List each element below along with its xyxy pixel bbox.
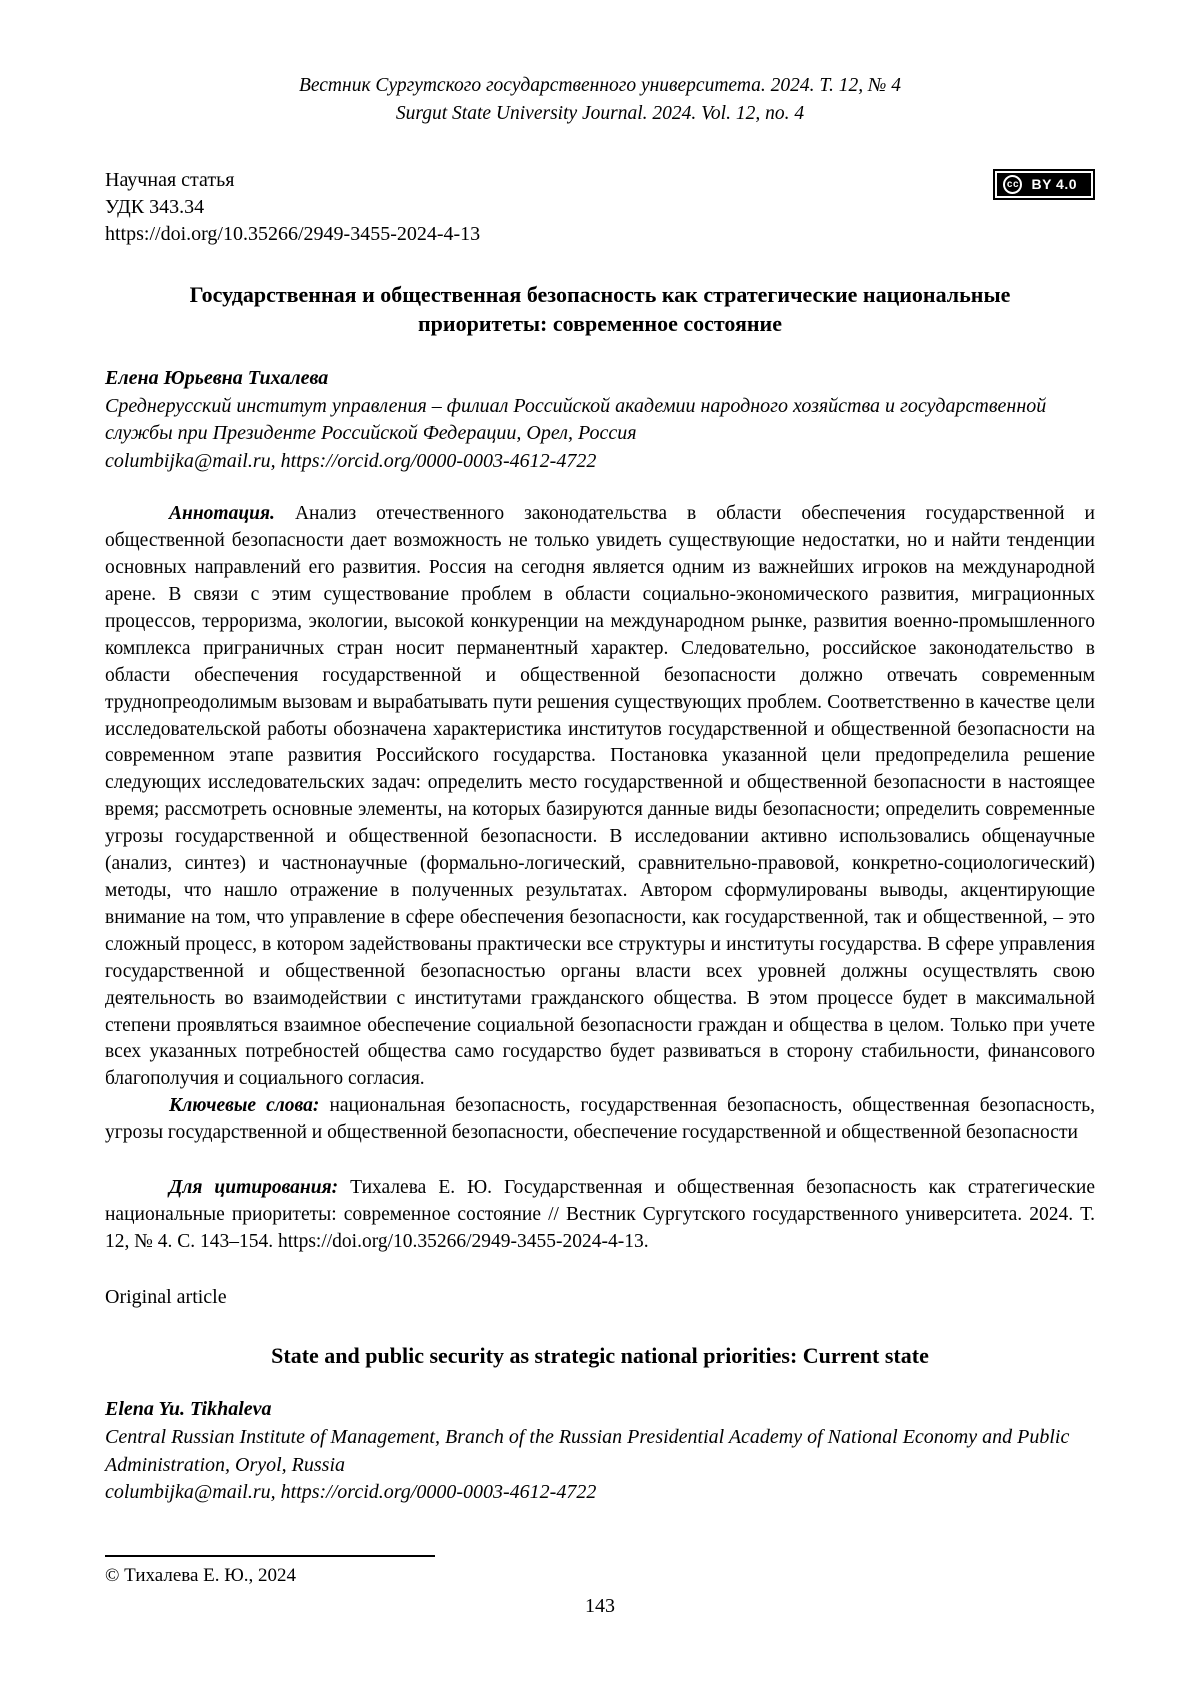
doi-link[interactable]: https://doi.org/10.35266/2949-3455-2024-4-13 — [105, 222, 481, 245]
article-meta-row — [105, 167, 1095, 248]
abstract-paragraph — [105, 501, 1095, 1093]
journal-title-ru: Вестник Сургутского государственного университета. 2024. Т. 12, № 4 — [298, 75, 902, 96]
footnote-divider — [105, 1555, 435, 1557]
citation-text: Тихалева Е. Ю. Государственная и общественная безопасность как стратегические национальные приоритеты: современное состояние // Вестник Сургутского государственного университета. 2024. Т. 12, № 4. С. 143–154. https://doi.org/10.35266/2949-3455-2024-4-13. — [105, 1177, 1095, 1252]
copyright-line: © Тихалева Е. Ю., 2024 — [105, 1564, 297, 1586]
journal-title-en: Surgut State University Journal. 2024. Vol. 12, no. 4 — [395, 103, 805, 125]
author-block-en — [105, 1396, 1095, 1506]
author-name-ru: Елена Юрьевна Тихалева — [105, 366, 329, 389]
journal-header — [105, 72, 1095, 129]
udc-label: УДК 343.34 — [105, 195, 205, 218]
author-contact-en[interactable]: columbijka@mail.ru, https://orcid.org/0000-0003-4612-4722 — [105, 1481, 597, 1504]
author-affiliation-en: Central Russian Institute of Management, Branch of the Russian Presidential Academy of National Economy and Public Administration, Oryol, Russia — [105, 1426, 1070, 1476]
page-number: 143 — [585, 1594, 615, 1617]
keywords-text: национальная безопасность, государственная безопасность, общественная безопасность, угрозы государственной и общественной безопасности, обеспечение государственной и общественной безопасности — [105, 1095, 1096, 1144]
footnote-block — [105, 1555, 1095, 1587]
cc-by-badge-inner — [997, 173, 1091, 196]
article-meta — [105, 167, 480, 248]
abstract-text: Анализ отечественного законодательства в области обеспечения государственной и общественной безопасности дает возможность не только увидеть существующие недостатки, но и найти тенденции основных направлений его развития. Россия на сегодня является одним из важнейших игроков на международной арене. В связи с этим существование проблем в области социально-экономического развития, миграционных процессов, терроризма, экологии, высокой конкуренции на международном рынке, развития военно-промышленного комплекса приграничных стран носит перманентный характер. Следовательно, российское законодательство в области обеспечения государственной и общественной безопасности должно отвечать современным труднопреодолимым вызовам и вырабатывать пути решения существующих проблем. Соответственно в качестве цели исследовательской работы обозначена характеристика институтов государственной и общественной безопасности на современном этапе развития Российского государства. Постановка указанной цели предопределила решение следующих исследовательских задач: определить место государственной и общественной безопасности в настоящее время; рассмотреть основные элементы, на которых базируются данные виды безопасности; определить современные угрозы государственной и общественной безопасности. В исследовании активно использовались общенаучные (анализ, синтез) и частнонаучные (формально-логический, сравнительно-правовой, конкретно-социологический) методы, что нашло отражение в полученных результатах. Автором сформулированы выводы, акцентирующие внимание на том, что управление в сфере обеспечения безопасности, как государственной, так и общественной, – это сложный процесс, в котором задействованы практически все структуры и институты государства. В сфере управления государственной и общественной безопасностью органы власти всех уровней должны осуществлять свою деятельность во взаимодействии с институтами гражданского общества. В этом процессе будет в максимальной степени проявляться взаимное обеспечение социальной безопасности граждан и общества в целом. Только при учете всех указанных потребностей общества само государство будет развиваться в сторону стабильности, финансового благополучия и социального согласия. — [105, 503, 1095, 1090]
citation-label: Для цитирования: — [169, 1177, 339, 1199]
cc-license-label: BY 4.0 — [1031, 176, 1077, 193]
keywords-label: Ключевые слова: — [169, 1095, 320, 1117]
author-block-ru — [105, 365, 1095, 475]
keywords-paragraph — [105, 1093, 1095, 1147]
article-title-en: State and public security as strategic national priorities: Current state — [271, 1342, 929, 1368]
article-title-ru: Государственная и общественная безопасность как стратегические национальные приоритеты: современное состояние — [189, 281, 1011, 337]
abstract-label: Аннотация. — [169, 503, 275, 525]
cc-icon: cc — [1003, 175, 1022, 194]
author-name-en: Elena Yu. Tikhaleva — [105, 1398, 272, 1421]
citation-paragraph — [105, 1175, 1095, 1256]
cc-by-badge — [993, 169, 1095, 200]
original-article-label: Original article — [105, 1285, 227, 1308]
author-affiliation-ru: Среднерусский институт управления – филиал Российской академии народного хозяйства и государственной службы при Президенте Российской Федерации, Орел, Россия — [105, 394, 1047, 445]
author-contact-ru[interactable]: columbijka@mail.ru, https://orcid.org/0000-0003-4612-4722 — [105, 449, 597, 472]
article-type-label: Научная статья — [105, 168, 235, 191]
